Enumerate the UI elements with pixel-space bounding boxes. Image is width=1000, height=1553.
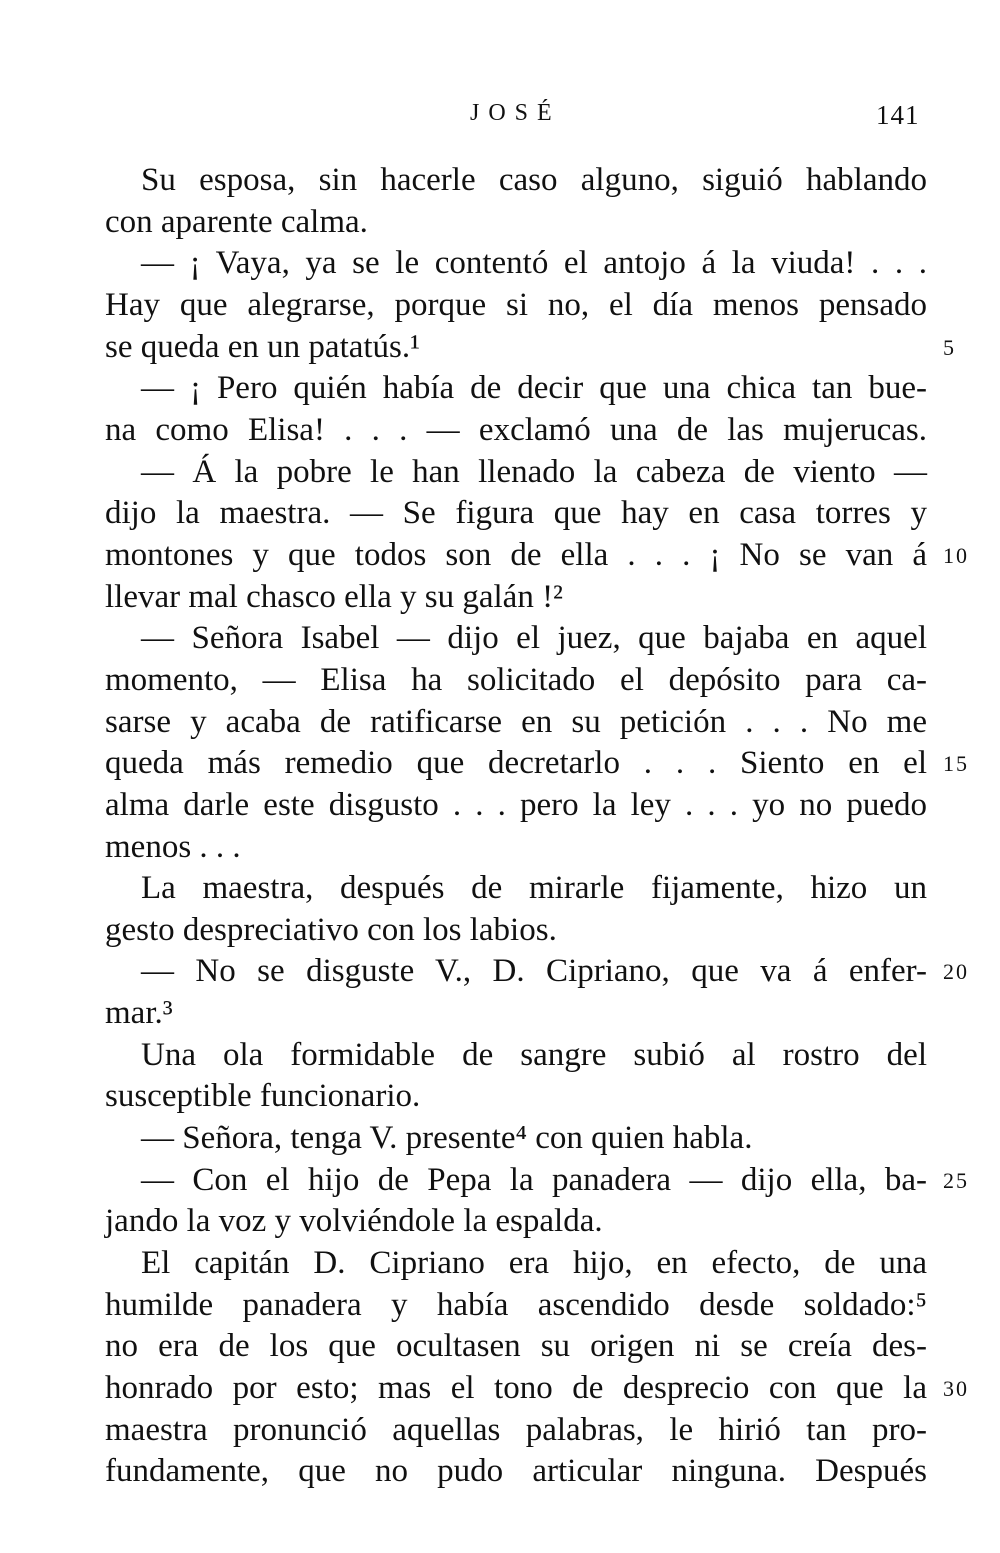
line-text: llevar mal chasco ella y su galán !² [105,578,563,615]
body-text [105,160,969,1493]
text-line [105,202,927,244]
text-line [105,410,927,452]
line-text: susceptible funcionario. [105,1078,421,1115]
text-line [105,493,927,535]
line-text: — Señora Isabel — dijo el juez, que bajaba en aquel [141,620,927,657]
line-text: mar.³ [105,995,173,1032]
line-text: — Señora, tenga V. presente⁴ con quien habla. [141,1120,753,1157]
text-line [105,535,969,577]
text-line [105,785,927,827]
line-text: maestra pronunció aquellas palabras, le hirió tan pro- [105,1411,927,1448]
line-text: jando la voz y volviéndole la espalda. [105,1203,603,1240]
text-line [105,285,927,327]
line-text: — ¡ Pero quién había de decir que una chica tan bue- [141,370,927,407]
text-line [105,951,969,993]
text-line [105,1118,927,1160]
line-text: Su esposa, sin hacerle caso alguno, siguió hablando [141,162,927,198]
line-text: se queda en un patatús.¹ [105,328,421,365]
line-text: La maestra, después de mirarle fijamente, hizo un [141,870,927,907]
text-line [105,827,927,869]
line-text: sarse y acaba de ratificarse en su petición . . . No me [105,703,927,740]
text-line [105,618,927,660]
page-number: 141 [876,100,920,130]
line-text: momento, — Elisa ha solicitado el depósito para ca- [105,661,927,698]
running-head [0,100,1000,140]
line-text: dijo la maestra. — Se figura que hay en casa torres y [105,495,927,532]
text-line [105,452,927,494]
text-line [105,368,927,410]
text-line [105,577,927,619]
line-number-marker: 15 [943,751,969,777]
text-line [105,1410,927,1452]
line-text: — Á la pobre le han llenado la cabeza de viento — [141,453,927,490]
line-text: alma darle este disgusto . . . pero la ley . . . yo no puedo [105,786,927,823]
text-line [105,1368,969,1410]
line-number-marker: 20 [943,959,969,985]
line-number-marker: 10 [943,542,969,568]
line-number-marker: 25 [943,1167,969,1193]
text-line [105,243,927,285]
text-line [105,993,927,1035]
running-title: JOSÉ [470,100,561,126]
line-text: Una ola formidable de sangre subió al rostro del [141,1036,927,1073]
text-line [105,910,927,952]
text-line [105,327,956,369]
line-text: fundamente, que no pudo articular ninguna. Después [105,1453,927,1490]
text-line [105,702,927,744]
line-text: Hay que alegrarse, porque si no, el día menos pensado [105,286,927,323]
line-text: El capitán D. Cipriano era hijo, en efecto, de una [141,1245,927,1282]
text-line [105,1285,927,1327]
line-text: — Con el hijo de Pepa la panadera — dijo ella, ba- [141,1161,927,1198]
text-line [105,1035,927,1077]
text-line [105,743,969,785]
text-line [105,1326,927,1368]
text-line [105,1160,969,1202]
text-line [105,660,927,702]
line-number-marker: 5 [943,334,956,360]
line-text: na como Elisa! . . . — exclamó una de las mujerucas. [105,411,927,448]
text-line [105,1451,927,1493]
line-text: — No se disguste V., D. Cipriano, que va á enfer- [141,953,927,990]
line-text: montones y que todos son de ella . . . ¡ No se van á [105,536,927,573]
line-text: no era de los que ocultasen su origen ni se creía des- [105,1328,927,1365]
text-line [105,1201,927,1243]
line-text: honrado por esto; mas el tono de desprecio con que la [105,1370,927,1407]
line-text: con aparente calma. [105,203,368,240]
text-line [105,868,927,910]
line-text: humilde panadera y había ascendido desde soldado:⁵ [105,1286,927,1323]
text-line [105,1076,927,1118]
line-text: menos . . . [105,828,241,865]
line-text: — ¡ Vaya, ya se le contentó el antojo á la viuda! . . . [141,245,927,282]
line-text: gesto despreciativo con los labios. [105,911,557,948]
line-text: queda más remedio que decretarlo . . . Siento en el [105,745,927,782]
text-line [105,160,927,202]
line-number-marker: 30 [943,1376,969,1402]
text-line [105,1243,927,1285]
